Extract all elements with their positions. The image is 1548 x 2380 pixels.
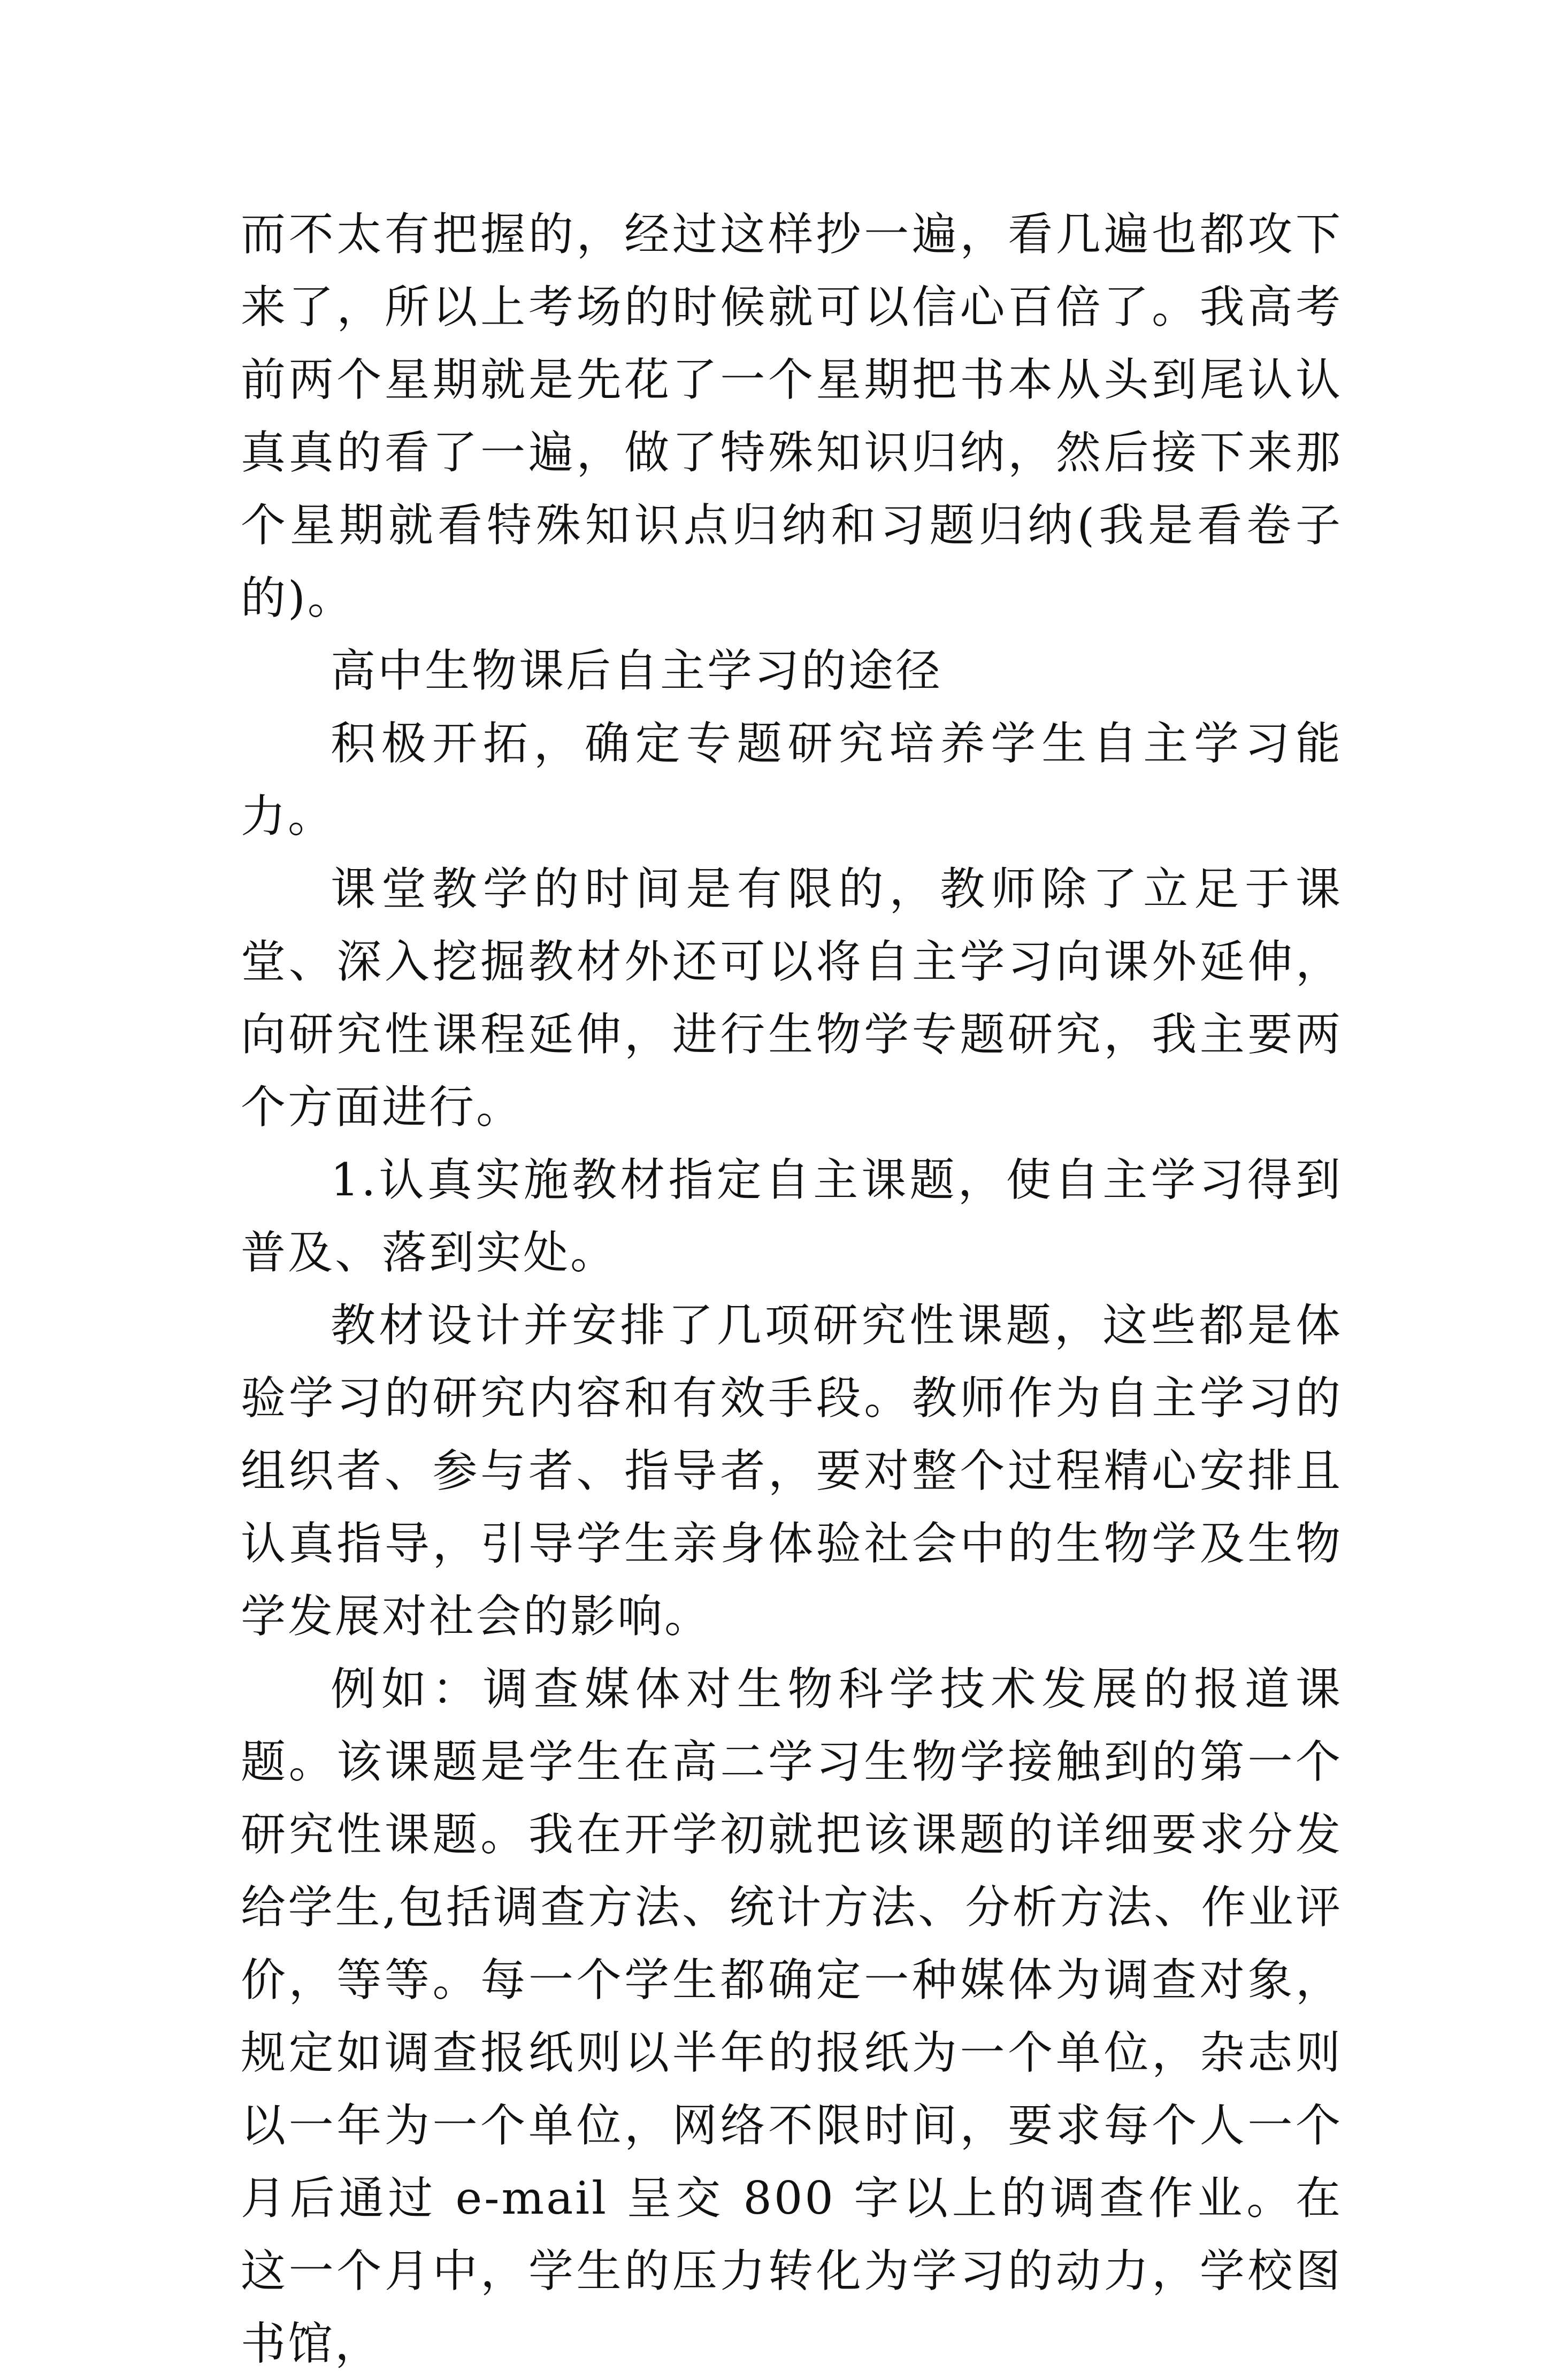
document-body bbox=[241, 198, 1343, 2380]
paragraph-example: 例如：调查媒体对生物科学技术发展的报道课题。该课题是学生在高二学习生物学接触到的第一个研究性课题。我在开学初就把该课题的详细要求分发给学生,包括调查方法、统计方法、分析方法、作业评价，等等。每一个学生都确定一种媒体为调查对象，规定如调查报纸则以半年的报纸为一个单位，杂志则以一年为一个单位，网络不限时间，要求每个人一个月后通过 e-mail 呈交 800 字以上的调查作业。在这一个月中，学生的压力转化为学习的动力，学校图书馆， bbox=[241, 1663, 1343, 2370]
numbered-point-1: 1.认真实施教材指定自主课题，使自主学习得到普及、落到实处。 bbox=[241, 1154, 1343, 1279]
section-heading: 高中生物课后自主学习的途径 bbox=[331, 644, 943, 697]
paragraph-continuation: 而不太有把握的，经过这样抄一遍，看几遍也都攻下来了，所以上考场的时候就可以信心百倍了。我高考前两个星期就是先花了一个星期把书本从头到尾认认真真的看了一遍，做了特殊知识归纳，然后接下来那个星期就看特殊知识点归纳和习题归纳(我是看卷子的)。 bbox=[241, 208, 1343, 624]
paragraph-classroom: 课堂教学的时间是有限的，教师除了立足于课堂、深入挖掘教材外还可以将自主学习向课外延伸，向研究性课程延伸，进行生物学专题研究，我主要两个方面进行。 bbox=[241, 863, 1343, 1133]
paragraph-textbook: 教材设计并安排了几项研究性课题，这些都是体验学习的研究内容和有效手段。教师作为自主学习的组织者、参与者、指导者，要对整个过程精心安排且认真指导，引导学生亲身体验社会中的生物学及生物学发展对社会的影响。 bbox=[241, 1299, 1343, 1642]
paragraph-topic: 积极开拓，确定专题研究培养学生自主学习能力。 bbox=[241, 717, 1343, 842]
